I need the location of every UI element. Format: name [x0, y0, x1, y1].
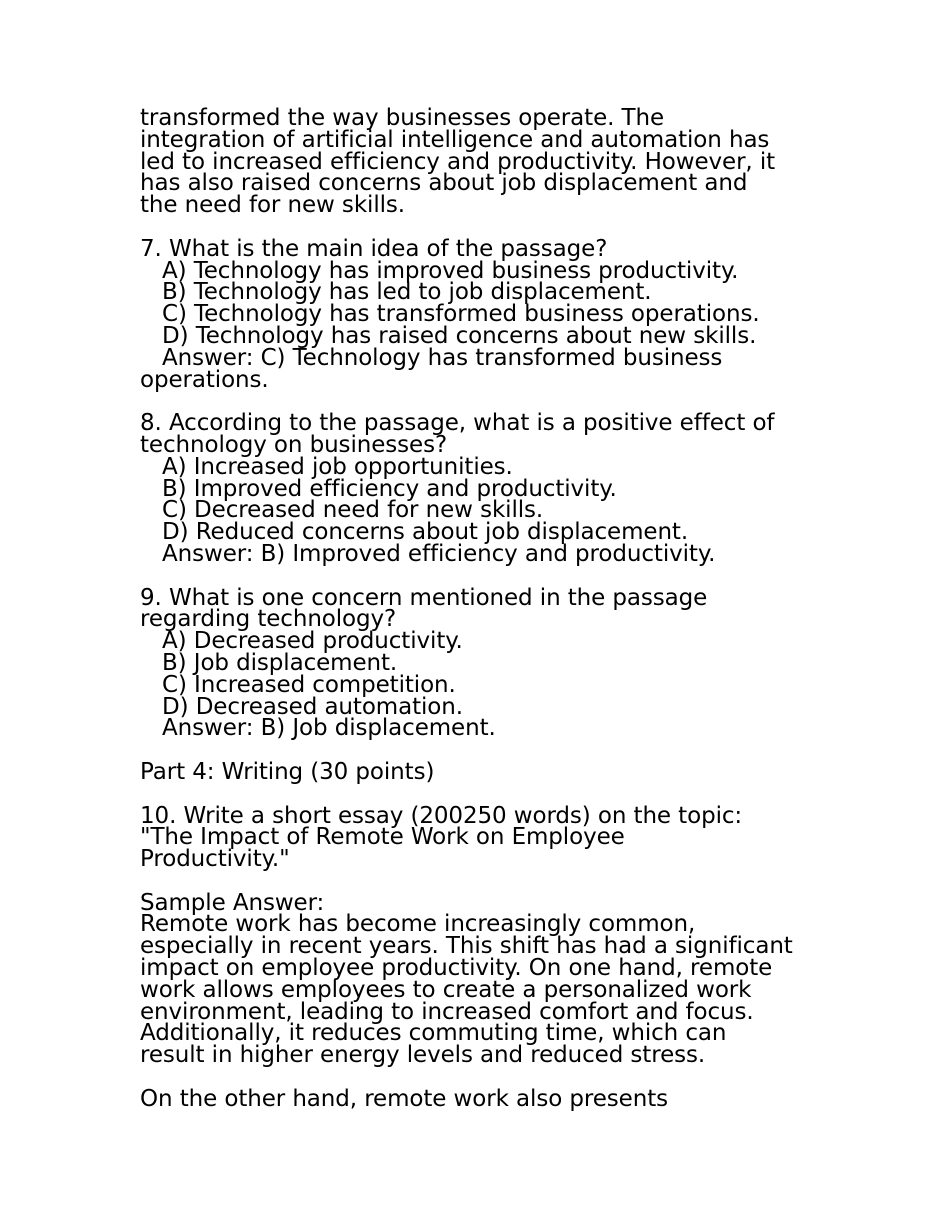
question-8-option-c: C) Decreased need for new skills.: [162, 497, 544, 524]
question-9-option-a: A) Decreased productivity.: [162, 628, 463, 655]
part-4-heading: Part 4: Writing (30 points): [140, 758, 435, 785]
question-7-answer-cont: operations.: [140, 366, 269, 393]
question-10-line: Productivity.": [140, 846, 290, 873]
passage-line: has also raised concerns about job displacement and: [140, 170, 748, 197]
question-8: [140, 410, 820, 567]
question-10-line: "The Impact of Remote Work on Employee: [140, 824, 625, 851]
question-9: [140, 584, 820, 742]
passage-line: transformed the way businesses operate. The: [140, 105, 665, 131]
sample-answer: [140, 889, 820, 1069]
question-8-answer: Answer: B) Improved efficiency and productivity.: [162, 540, 716, 567]
question-7-text: 7. What is the main idea of the passage?: [140, 235, 608, 262]
question-7-option-c: C) Technology has transformed business operations.: [162, 301, 760, 328]
question-9-answer: Answer: B) Job displacement.: [162, 715, 496, 742]
question-8-option-b: B) Improved efficiency and productivity.: [162, 475, 617, 502]
question-7-option-a: A) Technology has improved business productivity.: [162, 257, 739, 284]
sample-answer-line: especially in recent years. This shift has had a significant: [140, 933, 793, 960]
passage-line: the need for new skills.: [140, 192, 405, 219]
question-7-option-d: D) Technology has raised concerns about new skills.: [162, 322, 757, 349]
question-10-line: 10. Write a short essay (200250 words) on the topic:: [140, 802, 743, 829]
question-8-text-cont: technology on businesses?: [140, 431, 448, 458]
sample-answer-line: environment, leading to increased comfort and focus.: [140, 998, 754, 1025]
question-7-option-b: B) Technology has led to job displacement.: [162, 279, 652, 306]
sample-answer-line: work allows employees to create a personalized work: [140, 976, 752, 1003]
document-page: [140, 105, 820, 1112]
sample-answer-line: Additionally, it reduces commuting time, which can: [140, 1020, 727, 1047]
question-9-option-b: B) Job displacement.: [162, 649, 398, 676]
passage-paragraph: [140, 105, 820, 219]
question-9-text-cont: regarding technology?: [140, 606, 397, 633]
sample-answer-line: result in higher energy levels and reduced stress.: [140, 1042, 706, 1069]
question-8-option-d: D) Reduced concerns about job displacement.: [162, 519, 689, 546]
sample-answer-label: Sample Answer:: [140, 889, 325, 916]
passage-line: integration of artificial intelligence and automation has: [140, 126, 770, 153]
question-7: [140, 235, 820, 393]
question-8-option-a: A) Increased job opportunities.: [162, 453, 513, 480]
sample-answer-line: Remote work has become increasingly common,: [140, 911, 696, 938]
passage-line: led to increased efficiency and productivity. However, it: [140, 148, 776, 175]
question-8-text: 8. According to the passage, what is a positive effect of: [140, 410, 775, 437]
sample-answer-paragraph-2: On the other hand, remote work also presents: [140, 1085, 668, 1112]
question-9-option-c: C) Increased competition.: [162, 671, 456, 698]
question-9-option-d: D) Decreased automation.: [162, 693, 463, 720]
question-9-text: 9. What is one concern mentioned in the passage: [140, 584, 708, 611]
question-10: [140, 802, 820, 873]
sample-answer-line: impact on employee productivity. On one hand, remote: [140, 955, 773, 982]
question-7-answer: Answer: C) Technology has transformed business: [162, 344, 723, 371]
